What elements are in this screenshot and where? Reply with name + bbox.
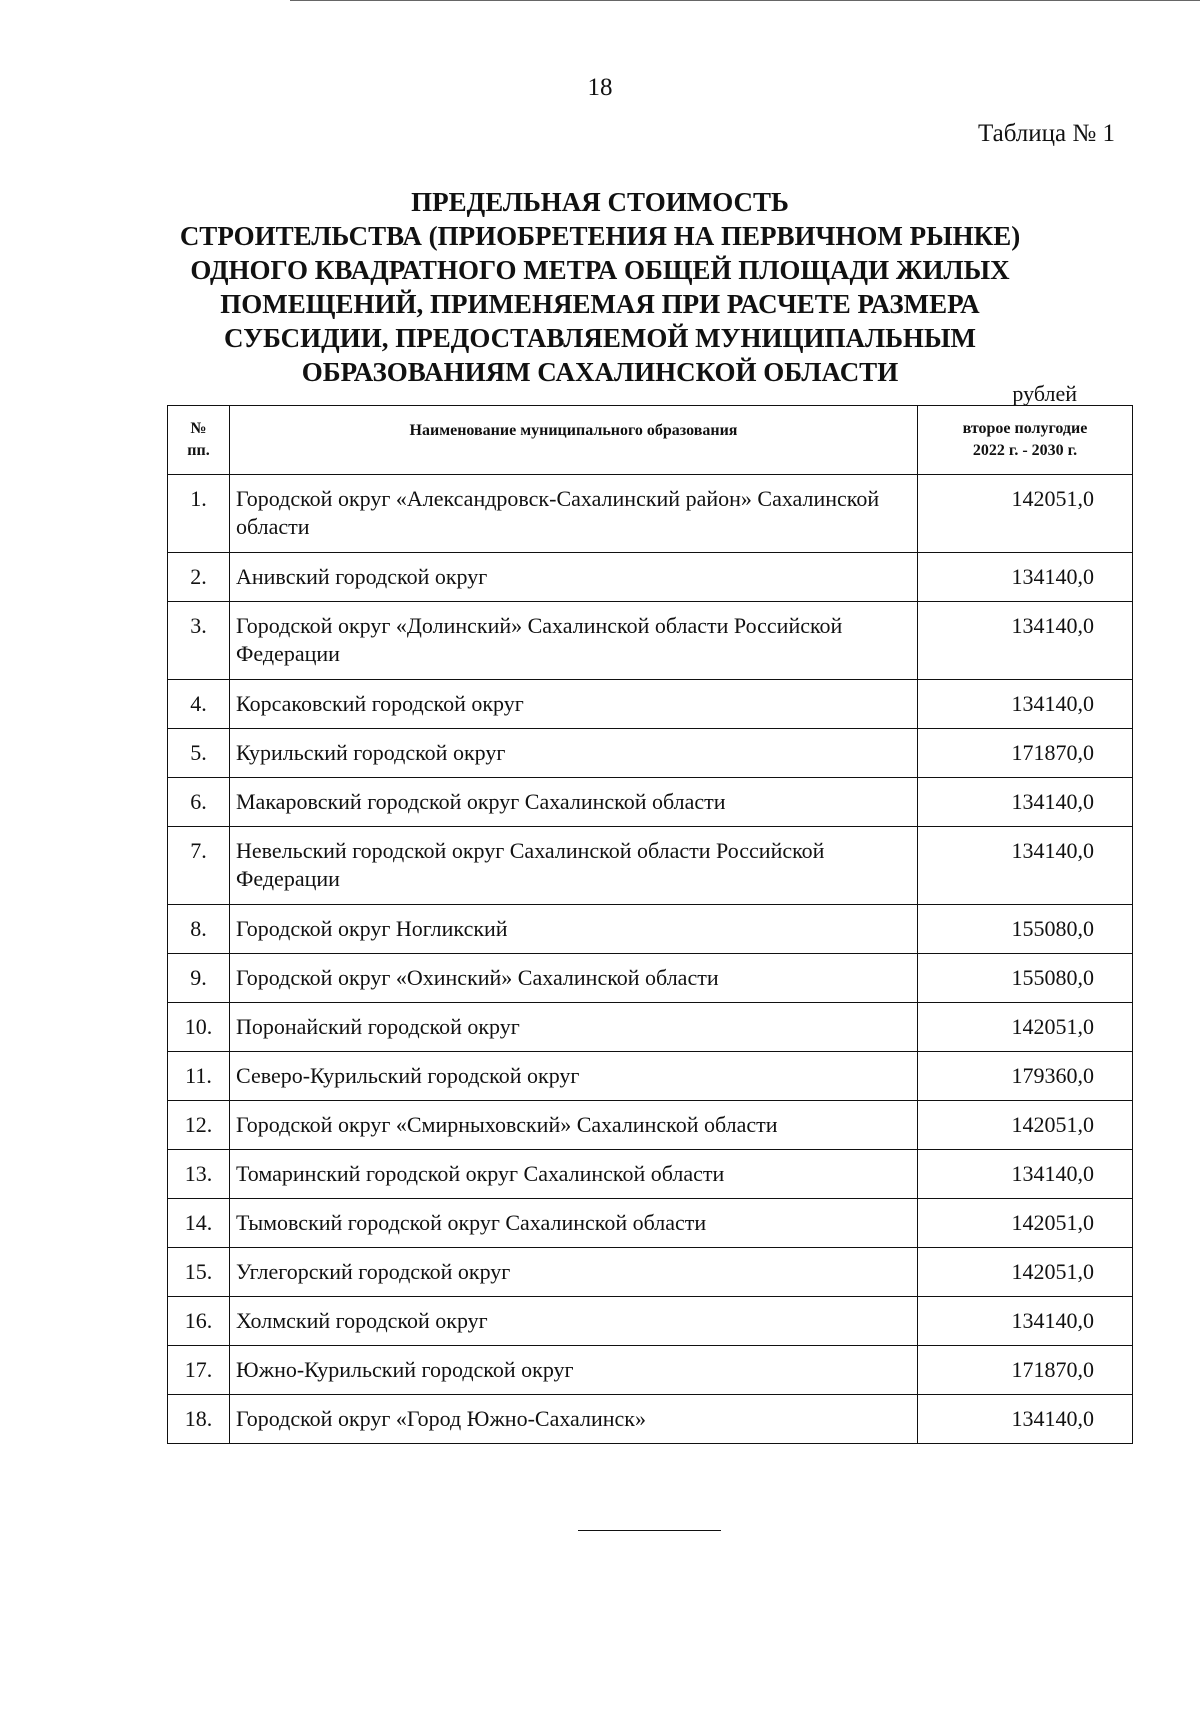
- row-value: 134140,0: [918, 602, 1133, 680]
- row-number: 3.: [168, 602, 230, 680]
- header-number-line2: пп.: [187, 442, 210, 459]
- row-value: 134140,0: [918, 827, 1133, 905]
- header-number: [168, 406, 230, 475]
- row-name: Городской округ «Смирныховский» Сахалинской области: [230, 1101, 918, 1150]
- row-name: Городской округ Ногликский: [230, 905, 918, 954]
- row-name: Макаровский городской округ Сахалинской области: [230, 778, 918, 827]
- row-name: Городской округ «Александровск-Сахалинский район» Сахалинской области: [230, 475, 918, 553]
- row-name: Углегорский городской округ: [230, 1248, 918, 1297]
- row-name: Томаринский городской округ Сахалинской области: [230, 1150, 918, 1199]
- table-row: [168, 778, 1133, 827]
- table-row: [168, 680, 1133, 729]
- table-row: [168, 954, 1133, 1003]
- row-name: Южно-Курильский городской округ: [230, 1346, 918, 1395]
- row-name: Невельский городской округ Сахалинской области Российской Федерации: [230, 827, 918, 905]
- table-caption: Таблица № 1: [977, 120, 1115, 147]
- row-value: 134140,0: [918, 1395, 1133, 1444]
- title-line: СУБСИДИИ, ПРЕДОСТАВЛЯЕМОЙ МУНИЦИПАЛЬНЫМ: [224, 323, 976, 353]
- row-value: 142051,0: [918, 1003, 1133, 1052]
- units-label: рублей: [1012, 381, 1077, 406]
- table-header-row: [168, 406, 1133, 475]
- header-number-line1: №: [190, 420, 207, 437]
- row-value: 142051,0: [918, 1248, 1133, 1297]
- row-number: 16.: [168, 1297, 230, 1346]
- table-row: [168, 1052, 1133, 1101]
- row-value: 134140,0: [918, 778, 1133, 827]
- row-name: Тымовский городской округ Сахалинской области: [230, 1199, 918, 1248]
- row-name: Городской округ «Город Южно-Сахалинск»: [230, 1395, 918, 1444]
- header-value-line1: второе полугодие: [962, 420, 1088, 437]
- row-name: Анивский городской округ: [230, 553, 918, 602]
- row-number: 7.: [168, 827, 230, 905]
- row-value: 134140,0: [918, 553, 1133, 602]
- row-name: Курильский городской округ: [230, 729, 918, 778]
- row-number: 2.: [168, 553, 230, 602]
- row-value: 142051,0: [918, 1199, 1133, 1248]
- cost-table: [167, 405, 1133, 1444]
- row-name: Городской округ «Долинский» Сахалинской области Российской Федерации: [230, 602, 918, 680]
- table-row: [168, 602, 1133, 680]
- table-row: [168, 1248, 1133, 1297]
- row-name: Северо-Курильский городской округ: [230, 1052, 918, 1101]
- row-number: 5.: [168, 729, 230, 778]
- row-name: Холмский городской округ: [230, 1297, 918, 1346]
- table-row: [168, 1150, 1133, 1199]
- row-value: 134140,0: [918, 680, 1133, 729]
- title-line: ПРЕДЕЛЬНАЯ СТОИМОСТЬ: [411, 187, 789, 217]
- row-number: 12.: [168, 1101, 230, 1150]
- row-number: 13.: [168, 1150, 230, 1199]
- document-title: [100, 185, 1100, 389]
- table-row: [168, 1346, 1133, 1395]
- row-name: Городской округ «Охинский» Сахалинской области: [230, 954, 918, 1003]
- row-value: 155080,0: [918, 905, 1133, 954]
- row-name: Поронайский городской округ: [230, 1003, 918, 1052]
- table-row: [168, 905, 1133, 954]
- row-number: 18.: [168, 1395, 230, 1444]
- row-number: 1.: [168, 475, 230, 553]
- end-divider-line: [578, 1530, 721, 1531]
- table-row: [168, 1297, 1133, 1346]
- table-row: [168, 1101, 1133, 1150]
- header-name: Наименование муниципального образования: [230, 406, 918, 475]
- page-number: 18: [587, 74, 613, 101]
- title-line: ОДНОГО КВАДРАТНОГО МЕТРА ОБЩЕЙ ПЛОЩАДИ ЖИЛЫХ: [190, 255, 1010, 285]
- row-number: 10.: [168, 1003, 230, 1052]
- row-number: 17.: [168, 1346, 230, 1395]
- table-row: [168, 729, 1133, 778]
- row-value: 142051,0: [918, 475, 1133, 553]
- row-value: 171870,0: [918, 729, 1133, 778]
- row-value: 134140,0: [918, 1150, 1133, 1199]
- row-value: 142051,0: [918, 1101, 1133, 1150]
- table-row: [168, 475, 1133, 553]
- table-row: [168, 553, 1133, 602]
- row-value: 171870,0: [918, 1346, 1133, 1395]
- title-line: СТРОИТЕЛЬСТВА (ПРИОБРЕТЕНИЯ НА ПЕРВИЧНОМ РЫНКЕ): [179, 221, 1021, 251]
- row-name: Корсаковский городской округ: [230, 680, 918, 729]
- table-row: [168, 827, 1133, 905]
- row-value: 134140,0: [918, 1297, 1133, 1346]
- header-value: [918, 406, 1133, 475]
- row-number: 8.: [168, 905, 230, 954]
- row-number: 11.: [168, 1052, 230, 1101]
- row-number: 6.: [168, 778, 230, 827]
- row-value: 155080,0: [918, 954, 1133, 1003]
- title-line: ОБРАЗОВАНИЯМ САХАЛИНСКОЙ ОБЛАСТИ: [301, 357, 899, 387]
- row-number: 15.: [168, 1248, 230, 1297]
- table-row: [168, 1395, 1133, 1444]
- table-row: [168, 1003, 1133, 1052]
- row-number: 4.: [168, 680, 230, 729]
- row-value: 179360,0: [918, 1052, 1133, 1101]
- row-number: 14.: [168, 1199, 230, 1248]
- header-value-line2: 2022 г. - 2030 г.: [972, 442, 1078, 459]
- title-line: ПОМЕЩЕНИЙ, ПРИМЕНЯЕМАЯ ПРИ РАСЧЕТЕ РАЗМЕРА: [220, 289, 980, 319]
- row-number: 9.: [168, 954, 230, 1003]
- table-row: [168, 1199, 1133, 1248]
- top-edge-line: [290, 0, 1200, 1]
